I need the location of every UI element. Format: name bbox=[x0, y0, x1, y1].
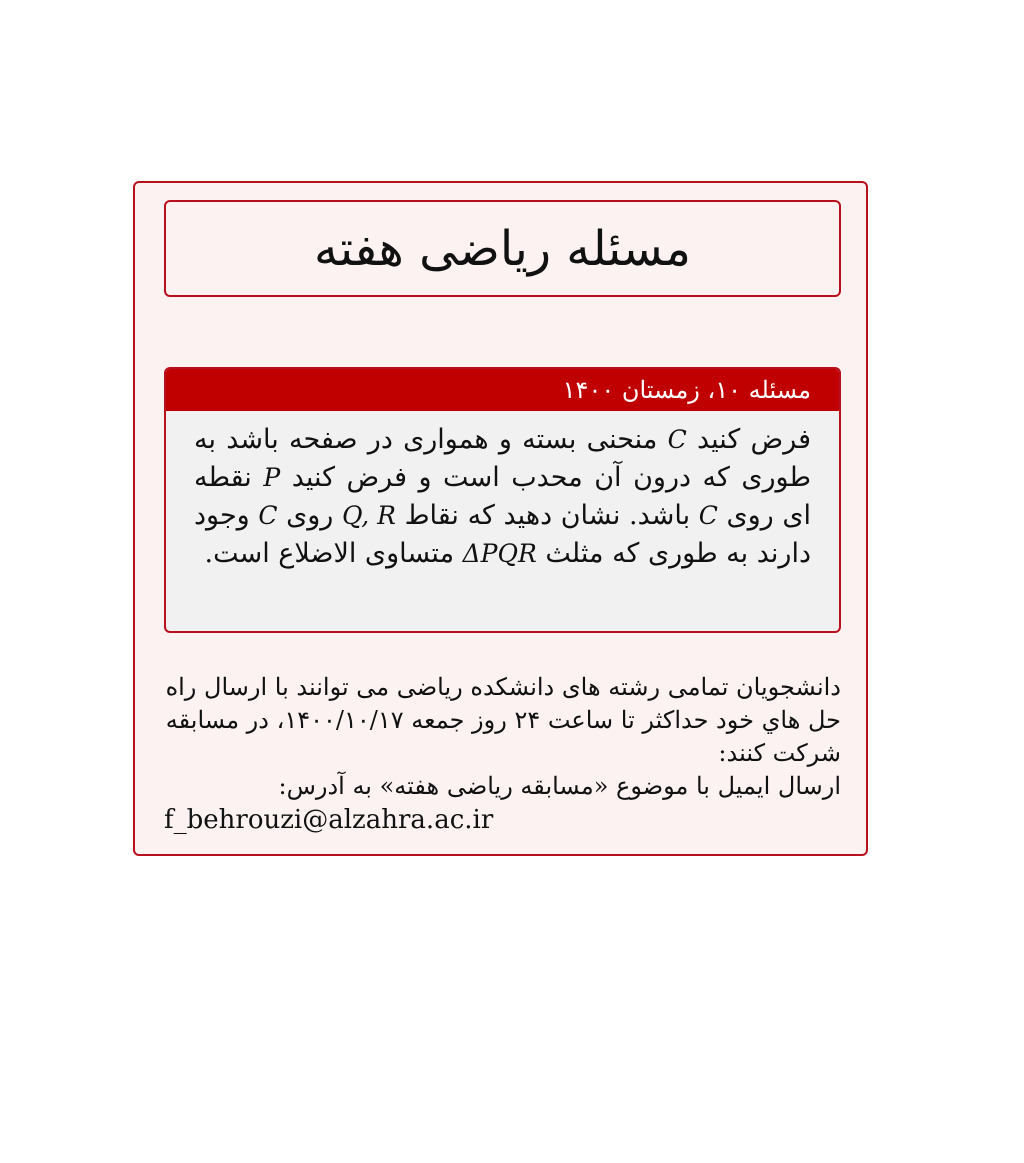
submission-paragraph: دانشجویان تمامی رشته های دانشکده ریاضی می توانند با ارسال راه حل هاي خود حداکثر تا ساعت ۲۴ روز جمعه ۱۴۰۰/۱۰/۱۷، در مسابقه شرکت کنند: bbox=[165, 673, 841, 767]
math-curve-c-2: C bbox=[698, 501, 718, 530]
math-point-p: P bbox=[263, 463, 281, 492]
math-curve-c-3: C bbox=[258, 501, 278, 530]
math-points-qr: Q, R bbox=[341, 501, 396, 530]
problem-statement bbox=[166, 411, 839, 573]
title-box bbox=[164, 200, 841, 297]
problem-text-7: متساوى الاضلاع است. bbox=[204, 538, 455, 569]
poster-card bbox=[133, 181, 868, 856]
math-triangle-pqr: ΔPQR bbox=[462, 539, 537, 568]
math-curve-c: C bbox=[667, 425, 687, 454]
problem-text-6: وجود دارند به طورى که مثلث bbox=[194, 500, 811, 569]
problem-header: مسئله ۱۰، زمستان ۱۴۰۰ bbox=[166, 369, 839, 411]
email-instruction: ارسال ایمیل با موضوع «مسابقه ریاضی هفته» به آدرس: bbox=[278, 772, 841, 800]
problem-text-3: نقطه اى روى bbox=[194, 462, 811, 531]
problem-text-2: منحنی بسته و هموارى در صفحه باشد به طورى که درون آن محدب است و فرض کنید bbox=[194, 424, 811, 493]
problem-text-4: باشد. نشان دهید که نقاط bbox=[404, 500, 691, 531]
problem-text-1: فرض کنید bbox=[696, 424, 811, 455]
problem-box bbox=[164, 367, 841, 633]
page-title: مسئله ریاضی هفته bbox=[314, 220, 691, 277]
email-address: f_behrouzi@alzahra.ac.ir bbox=[164, 805, 494, 835]
footer-info bbox=[164, 671, 841, 837]
problem-text-5: روى bbox=[286, 500, 334, 531]
